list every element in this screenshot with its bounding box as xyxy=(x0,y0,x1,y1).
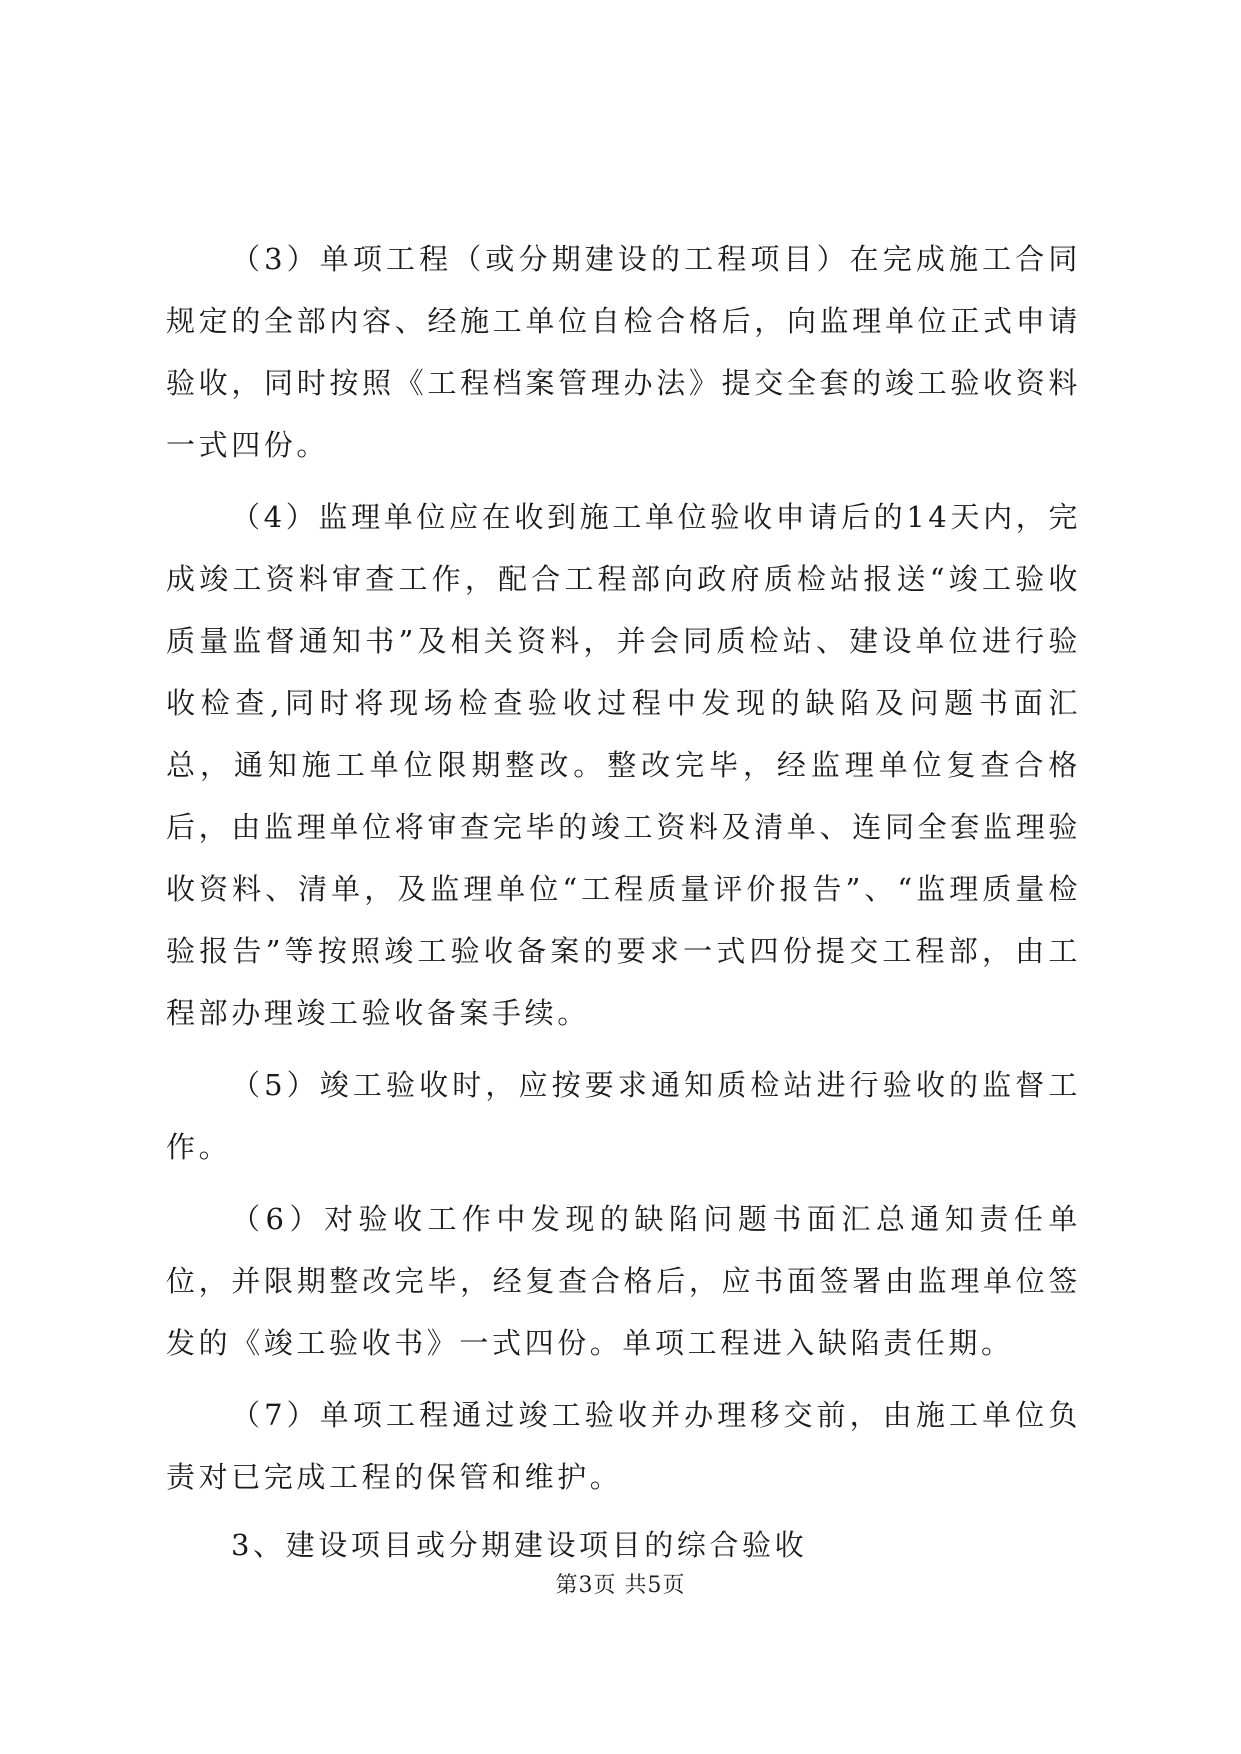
section-heading: 3、建设项目或分期建设项目的综合验收 xyxy=(231,1528,808,1562)
document-body xyxy=(166,228,1081,1576)
paragraph-item-4: （4）监理单位应在收到施工单位验收申请后的14天内，完成竣工资料审查工作，配合工程部向政府质检站报送“竣工验收质量监督通知书”及相关资料，并会同质检站、建设单位进行验收检查,同时将现场检查验收过程中发现的缺陷及问题书面汇总，通知施工单位限期整改。整改完毕，经监理单位复查合格后，由监理单位将审查完毕的竣工资料及清单、连同全套监理验收资料、清单，及监理单位“工程质量评价报告”、“监理质量检验报告”等按照竣工验收备案的要求一式四份提交工程部，由工程部办理竣工验收备案手续。 xyxy=(166,500,1081,1030)
paragraph-item-5: （5）竣工验收时，应按要求通知质检站进行验收的监督工作。 xyxy=(166,1068,1081,1164)
page-footer: 第3页 共5页 xyxy=(555,1573,686,1598)
paragraph-item-6: （6）对验收工作中发现的缺陷问题书面汇总通知责任单位，并限期整改完毕，经复查合格后，应书面签署由监理单位签发的《竣工验收书》一式四份。单项工程进入缺陷责任期。 xyxy=(166,1202,1081,1360)
paragraph-item-3: （3）单项工程（或分期建设的工程项目）在完成施工合同规定的全部内容、经施工单位自检合格后，向监理单位正式申请验收，同时按照《工程档案管理办法》提交全套的竣工验收资料一式四份。 xyxy=(166,242,1081,462)
paragraph-item-7: （7）单项工程通过竣工验收并办理移交前，由施工单位负责对已完成工程的保管和维护。 xyxy=(166,1398,1081,1494)
